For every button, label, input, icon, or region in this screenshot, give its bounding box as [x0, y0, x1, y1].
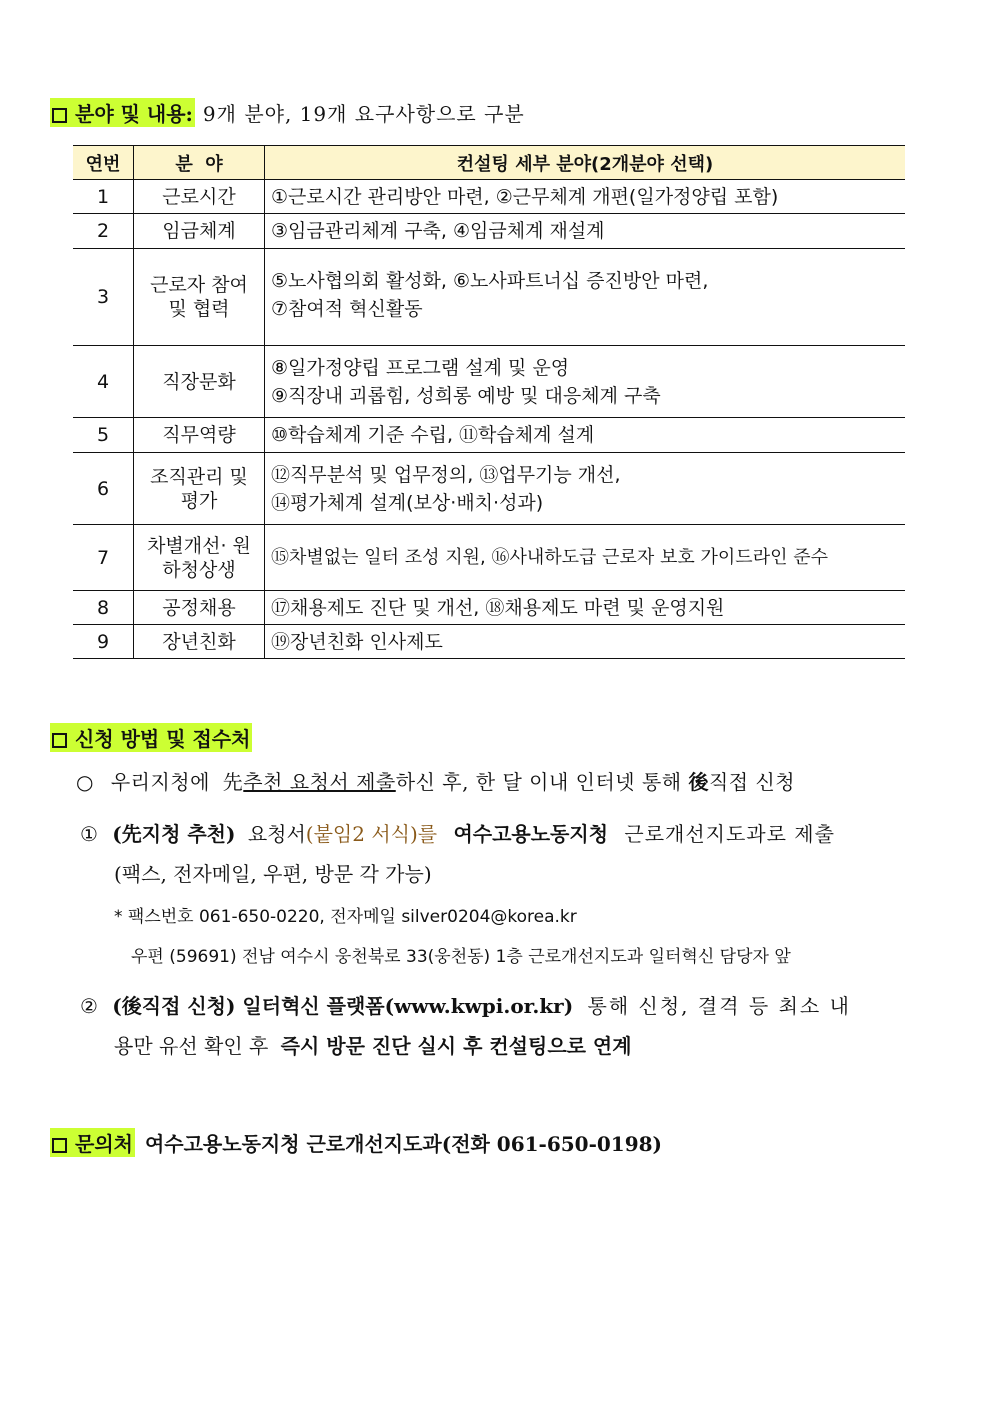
section-heading-application	[50, 723, 252, 752]
table-row	[73, 418, 905, 453]
checkbox-square-icon	[52, 733, 67, 748]
section-heading-contact	[50, 1128, 662, 1157]
step-number: ①	[80, 822, 98, 846]
header-field: 분 야	[134, 146, 265, 180]
heading-description: 9개 분야, 19개 요구사항으로 구분	[202, 102, 525, 126]
row-number: 9	[73, 625, 134, 659]
row-detail: ⑤노사협의회 활성화, ⑥노사파트너십 증진방안 마련, ⑦참여적 혁신활동	[265, 249, 906, 346]
table-row	[73, 591, 905, 625]
step-two-cont: 용만 유선 확인 후 즉시 방문 진단 실시 후 컨설팅으로 연계	[114, 1034, 632, 1058]
heading-highlight: 문의처	[50, 1128, 135, 1157]
step-one: ① (先지청 추천) 요청서(붙임2 서식)를 여수고용노동지청 근로개선지도과로 제출	[80, 822, 835, 846]
row-detail: ⑫직무분석 및 업무정의, ⑬업무기능 개선, ⑭평가체계 설계(보상·배치·성과)	[265, 453, 906, 525]
row-number: 7	[73, 525, 134, 591]
row-field: 공정채용	[134, 591, 265, 625]
table-header-row	[73, 146, 905, 180]
heading-highlight: 분야 및 내용:	[50, 98, 195, 127]
row-field: 조직관리 및 평가	[134, 453, 265, 525]
header-number: 연번	[73, 146, 134, 180]
heading-highlight: 신청 방법 및 접수처	[50, 723, 252, 752]
row-field: 직장문화	[134, 346, 265, 418]
table-row	[73, 625, 905, 659]
mail-address-note: 우편 (59691) 전남 여수시 웅천북로 33(웅천동) 1층 근로개선지도과 일터혁신 담당자 앞	[131, 947, 791, 967]
table-row	[73, 249, 905, 346]
row-detail: ⑩학습체계 기준 수립, ⑪학습체계 설계	[265, 418, 906, 453]
row-field: 차별개선· 원하청상생	[134, 525, 265, 591]
checkbox-square-icon	[52, 108, 67, 123]
section-heading-fields	[50, 98, 525, 127]
row-number: 3	[73, 249, 134, 346]
row-detail: ①근로시간 관리방안 마련, ②근무체계 개편(일가정양립 포함)	[265, 180, 906, 214]
table-row	[73, 453, 905, 525]
fax-email-note: * 팩스번호 061-650-0220, 전자메일 silver0204@korea.kr	[114, 907, 577, 927]
table-row	[73, 214, 905, 249]
header-detail: 컨설팅 세부 분야(2개분야 선택)	[265, 146, 906, 180]
row-field: 직무역량	[134, 418, 265, 453]
step-one-methods: (팩스, 전자메일, 우편, 방문 각 가능)	[114, 862, 432, 886]
consulting-fields-table	[73, 145, 905, 659]
row-number: 4	[73, 346, 134, 418]
row-number: 1	[73, 180, 134, 214]
row-detail: ⑮차별없는 일터 조성 지원, ⑯사내하도급 근로자 보호 가이드라인 준수	[265, 525, 906, 591]
row-number: 5	[73, 418, 134, 453]
step-two: ② (後직접 신청) 일터혁신 플랫폼(www.kwpi.or.kr) 통해 신청, 결격 등 최소 내	[80, 994, 851, 1018]
row-detail: ③임금관리체계 구축, ④임금체계 재설계	[265, 214, 906, 249]
table-row	[73, 525, 905, 591]
row-field: 근로시간	[134, 180, 265, 214]
row-field: 임금체계	[134, 214, 265, 249]
application-intro: ○ 우리지청에 先추천 요청서 제출하신 후, 한 달 이내 인터넷 통해 後직접 신청	[76, 770, 796, 794]
row-field: 장년친화	[134, 625, 265, 659]
row-number: 2	[73, 214, 134, 249]
row-number: 6	[73, 453, 134, 525]
contact-info: 여수고용노동지청 근로개선지도과(전화 061-650-0198)	[144, 1132, 663, 1156]
row-number: 8	[73, 591, 134, 625]
table-row	[73, 180, 905, 214]
bullet-circle-icon: ○	[76, 770, 94, 794]
row-field: 근로자 참여 및 협력	[134, 249, 265, 346]
table-row	[73, 346, 905, 418]
row-detail: ⑧일가정양립 프로그램 설계 및 운영 ⑨직장내 괴롭힘, 성희롱 예방 및 대응체계 구축	[265, 346, 906, 418]
row-detail: ⑰채용제도 진단 및 개선, ⑱채용제도 마련 및 운영지원	[265, 591, 906, 625]
checkbox-square-icon	[52, 1138, 67, 1153]
row-detail: ⑲장년친화 인사제도	[265, 625, 906, 659]
step-number: ②	[80, 994, 98, 1018]
